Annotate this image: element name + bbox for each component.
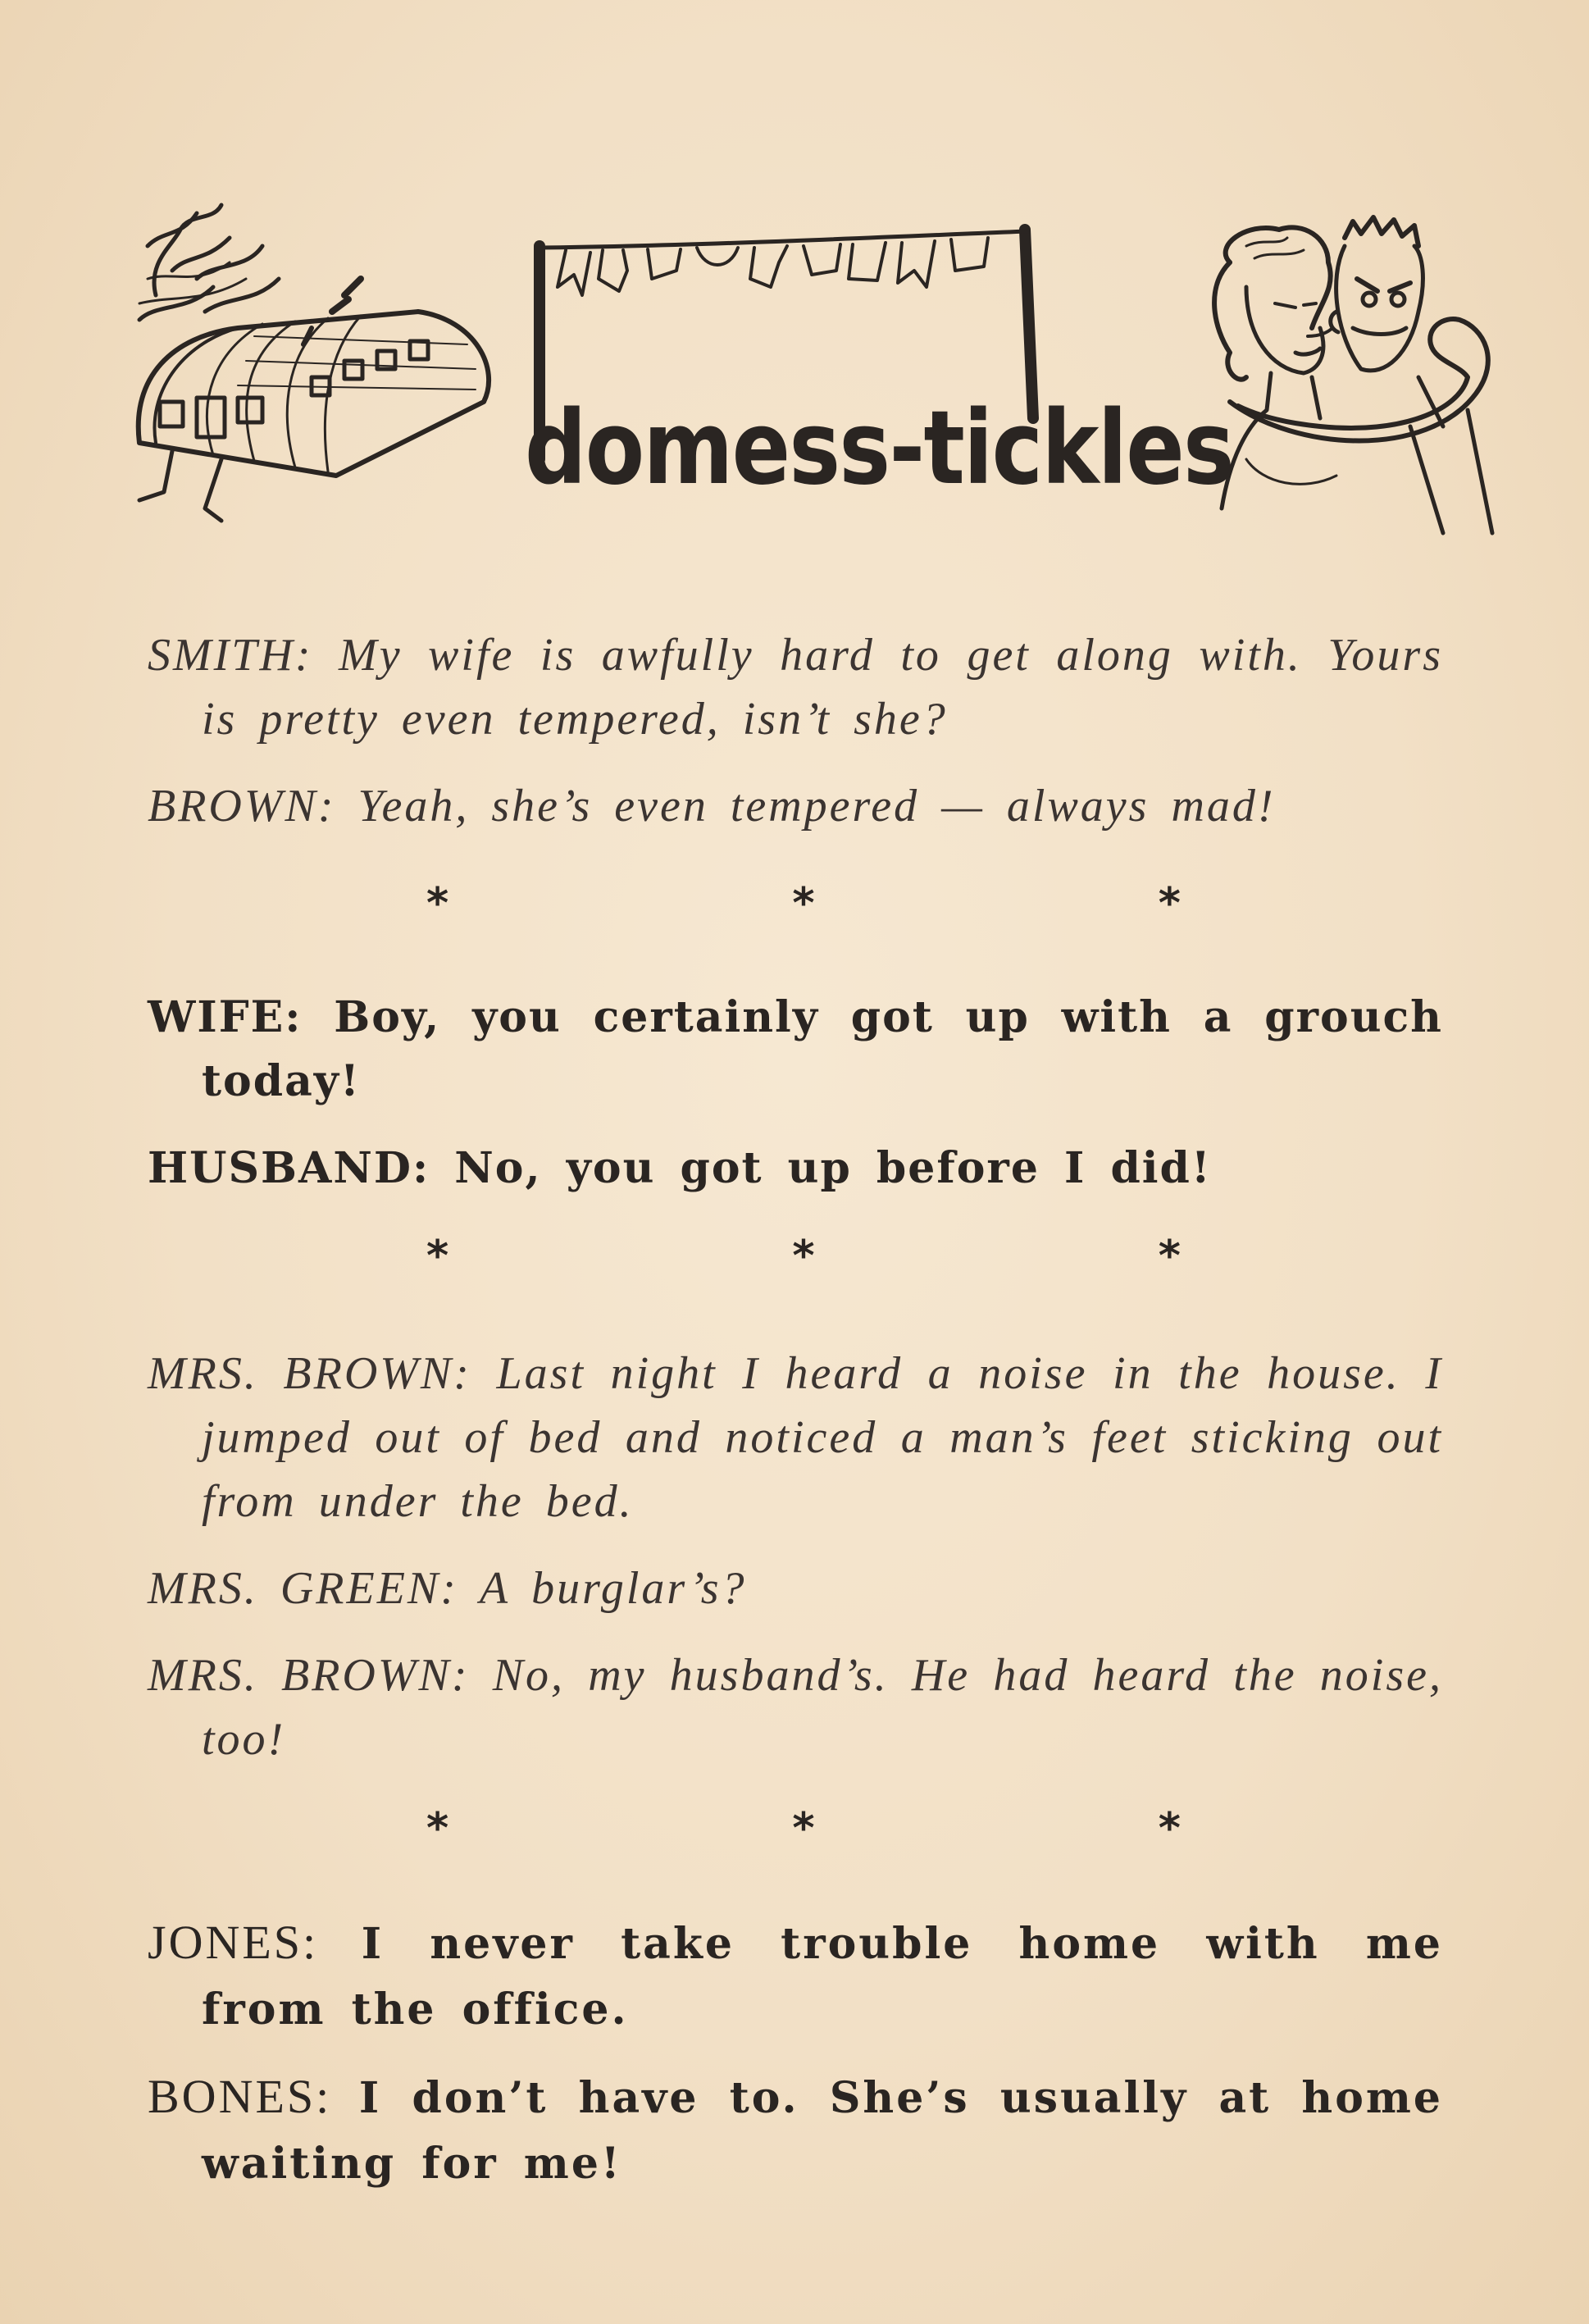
dialogue-text: No, my husband’s. He had heard the noise, too! bbox=[202, 1650, 1444, 1765]
dialogue-text: A burglar’s? bbox=[479, 1563, 747, 1614]
dialogue-line bbox=[148, 1643, 1443, 1771]
joke-2 bbox=[148, 986, 1443, 1201]
title-block bbox=[525, 213, 1312, 525]
speaker-label: BONES: bbox=[148, 2070, 332, 2123]
page-header bbox=[123, 197, 1517, 541]
asterisk: * bbox=[426, 879, 449, 928]
speaker-label: BROWN: bbox=[148, 781, 336, 832]
joke-4 bbox=[148, 1911, 1443, 2196]
dialogue-line bbox=[148, 623, 1443, 751]
asterisk: * bbox=[792, 1804, 815, 1853]
dialogue-text: I don’t have to. She’s usually at home waiting for me! bbox=[202, 2073, 1443, 2189]
asterisk: * bbox=[792, 879, 815, 928]
dialogue-text: My wife is awfully hard to get along with. Yours is pretty even tempered, isn’t she? bbox=[202, 630, 1443, 745]
dialogue-line bbox=[148, 2065, 1443, 2196]
dialogue-text: Last night I heard a noise in the house. I jumped out of bed and noticed a man’s feet sticking out from under the bed. bbox=[202, 1348, 1444, 1527]
dialogue-line bbox=[148, 774, 1443, 838]
jokes-list bbox=[148, 623, 1443, 2219]
asterisk: * bbox=[426, 1232, 449, 1281]
joke-3 bbox=[148, 1342, 1443, 1771]
dialogue-text: Boy, you certainly got up with a grouch today! bbox=[202, 992, 1443, 1106]
asterisk: * bbox=[426, 1804, 449, 1853]
speaker-label: WIFE: bbox=[148, 992, 303, 1042]
speaker-label: SMITH: bbox=[148, 630, 313, 681]
page-title: domess-tickles bbox=[525, 390, 1234, 508]
dialogue-line bbox=[148, 1911, 1443, 2042]
speaker-label: MRS. GREEN: bbox=[148, 1563, 458, 1614]
section-separator bbox=[426, 871, 1181, 936]
dialogue-line bbox=[148, 1342, 1443, 1533]
speaker-label: MRS. BROWN: bbox=[148, 1348, 471, 1399]
asterisk: * bbox=[1158, 879, 1181, 928]
quonset-hut-house-icon bbox=[123, 197, 508, 525]
speaker-label: HUSBAND: bbox=[148, 1143, 430, 1193]
section-separator bbox=[426, 1224, 1181, 1289]
section-separator bbox=[426, 1796, 1181, 1861]
dialogue-line bbox=[148, 1137, 1443, 1201]
dialogue-text: I never take trouble home with me from the office. bbox=[202, 1919, 1443, 2035]
dialogue-line bbox=[148, 986, 1443, 1114]
asterisk: * bbox=[1158, 1232, 1181, 1281]
asterisk: * bbox=[1158, 1804, 1181, 1853]
dialogue-line bbox=[148, 1556, 1443, 1620]
dialogue-text: No, you got up before I did! bbox=[454, 1143, 1212, 1193]
dialogue-text: Yeah, she’s even tempered — always mad! bbox=[357, 781, 1276, 832]
speaker-label: MRS. BROWN: bbox=[148, 1650, 470, 1701]
asterisk: * bbox=[792, 1232, 815, 1281]
couple-caricature-icon bbox=[1197, 213, 1509, 541]
speaker-label: JONES: bbox=[148, 1916, 319, 1969]
joke-1 bbox=[148, 623, 1443, 838]
